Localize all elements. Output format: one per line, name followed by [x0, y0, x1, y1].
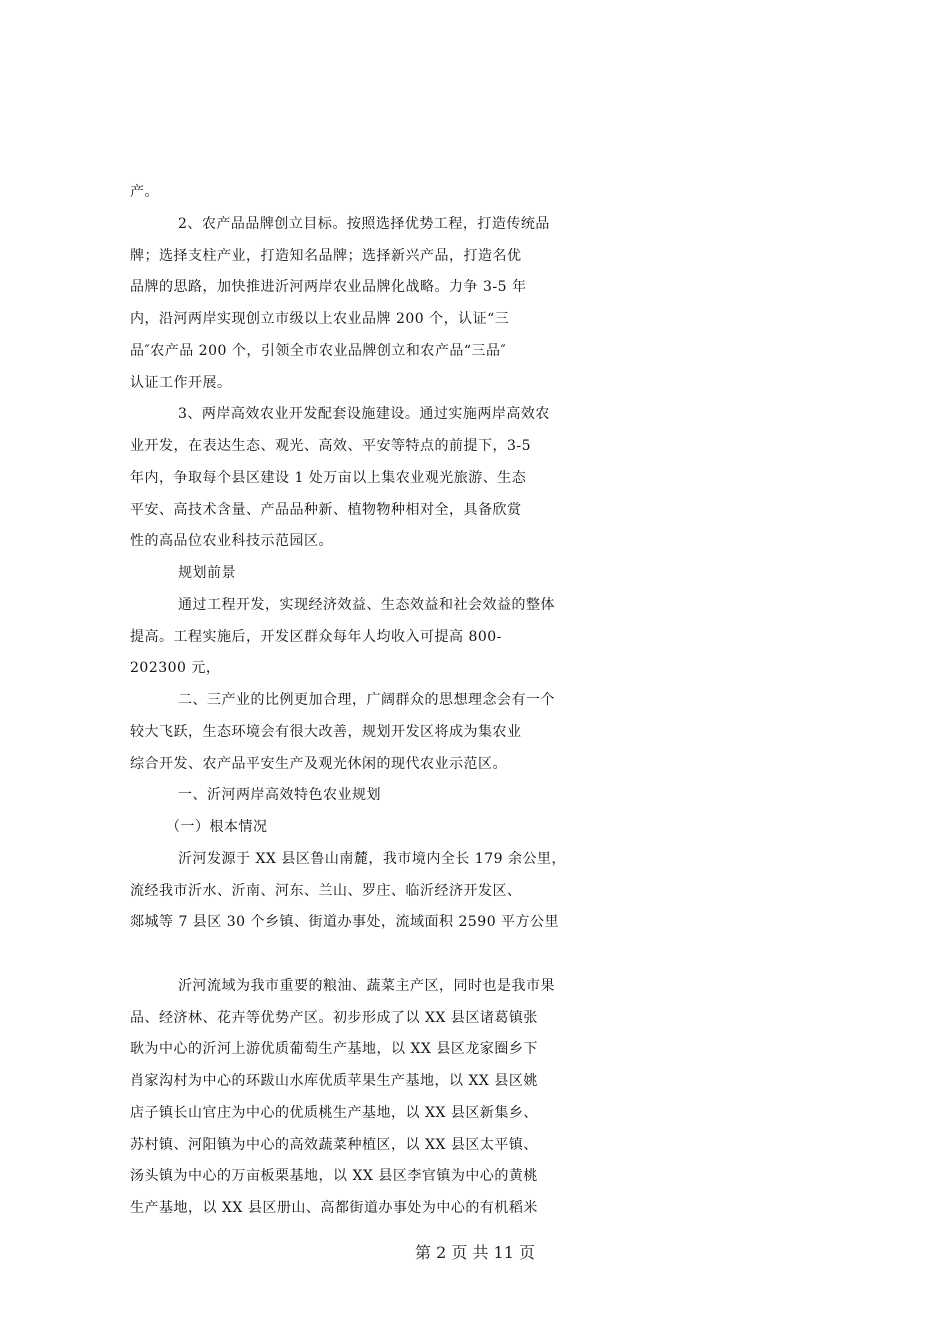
text-line: 较大飞跃，生态环境会有很大改善，规划开发区将成为集农业: [130, 724, 522, 740]
text-line: 通过工程开发，实现经济效益、生态效益和社会效益的整体: [178, 597, 555, 613]
text-line: 综合开发、农产品平安生产及观光休闲的现代农业示范区。: [130, 756, 507, 772]
text-line: 郯城等 7 县区 30 个乡镇、街道办事处，流域面积 2590 平方公里: [130, 914, 560, 930]
text-line: 提高。工程实施后，开发区群众每年人均收入可提高 800-: [130, 629, 502, 645]
text-line: 3、两岸高效农业开发配套设施建设。通过实施两岸高效农: [178, 406, 550, 422]
text-line: 二、三产业的比例更加合理，广阔群众的思想理念会有一个: [178, 692, 555, 708]
text-line: 汤头镇为中心的万亩板栗基地，以 XX 县区李官镇为中心的黄桃: [130, 1168, 538, 1184]
text-line: 品″农产品 200 个，引领全市农业品牌创立和农产品“三品″: [130, 343, 507, 359]
text-line: 苏村镇、河阳镇为中心的高效蔬菜种植区，以 XX 县区太平镇、: [130, 1137, 538, 1153]
text-line: 2、农产品品牌创立目标。按照选择优势工程，打造传统品: [178, 216, 550, 232]
text-line: 沂河流域为我市重要的粮油、蔬菜主产区，同时也是我市果: [178, 978, 555, 994]
text-line: 年内，争取每个县区建设 1 处万亩以上集农业观光旅游、生态: [130, 470, 527, 486]
text-line: 平安、高技术含量、产品品种新、植物物种相对全，具备欣赏: [130, 502, 522, 518]
section-heading: 一、沂河两岸高效特色农业规划: [178, 787, 381, 803]
text-line: 店子镇长山官庄为中心的优质桃生产基地，以 XX 县区新集乡、: [130, 1105, 538, 1121]
page-number-footer: 第 2 页 共 11 页: [415, 1243, 535, 1262]
text-line: 内，沿河两岸实现创立市级以上农业品牌 200 个，认证“三: [130, 311, 510, 327]
text-line: 业开发，在表达生态、观光、高效、平安等特点的前提下，3-5: [130, 438, 532, 454]
text-line: 牌；选择支柱产业，打造知名品牌；选择新兴产品，打造名优: [130, 248, 522, 264]
text-line: 沂河发源于 XX 县区鲁山南麓，我市境内全长 179 余公里，: [178, 851, 566, 867]
section-heading: （一）根本情况: [166, 819, 268, 835]
text-line: 品、经济林、花卉等优势产区。初步形成了以 XX 县区诸葛镇张: [130, 1010, 538, 1026]
section-heading: 规划前景: [178, 565, 236, 581]
text-line: 耿为中心的沂河上游优质葡萄生产基地，以 XX 县区龙家圈乡下: [130, 1041, 538, 1057]
text-line: 品牌的思路，加快推进沂河两岸农业品牌化战略。力争 3-5 年: [130, 279, 527, 295]
text-line: 202300 元，: [130, 660, 221, 676]
text-line: 生产基地，以 XX 县区册山、高都街道办事处为中心的有机稻米: [130, 1200, 538, 1216]
text-line: 产。: [130, 184, 159, 200]
text-line: 认证工作开展。: [130, 375, 232, 391]
text-line: 流经我市沂水、沂南、河东、兰山、罗庄、临沂经济开发区、: [130, 883, 522, 899]
text-line: 肖家沟村为中心的环跋山水库优质苹果生产基地，以 XX 县区姚: [130, 1073, 538, 1089]
text-line: 性的高品位农业科技示范园区。: [130, 533, 333, 549]
